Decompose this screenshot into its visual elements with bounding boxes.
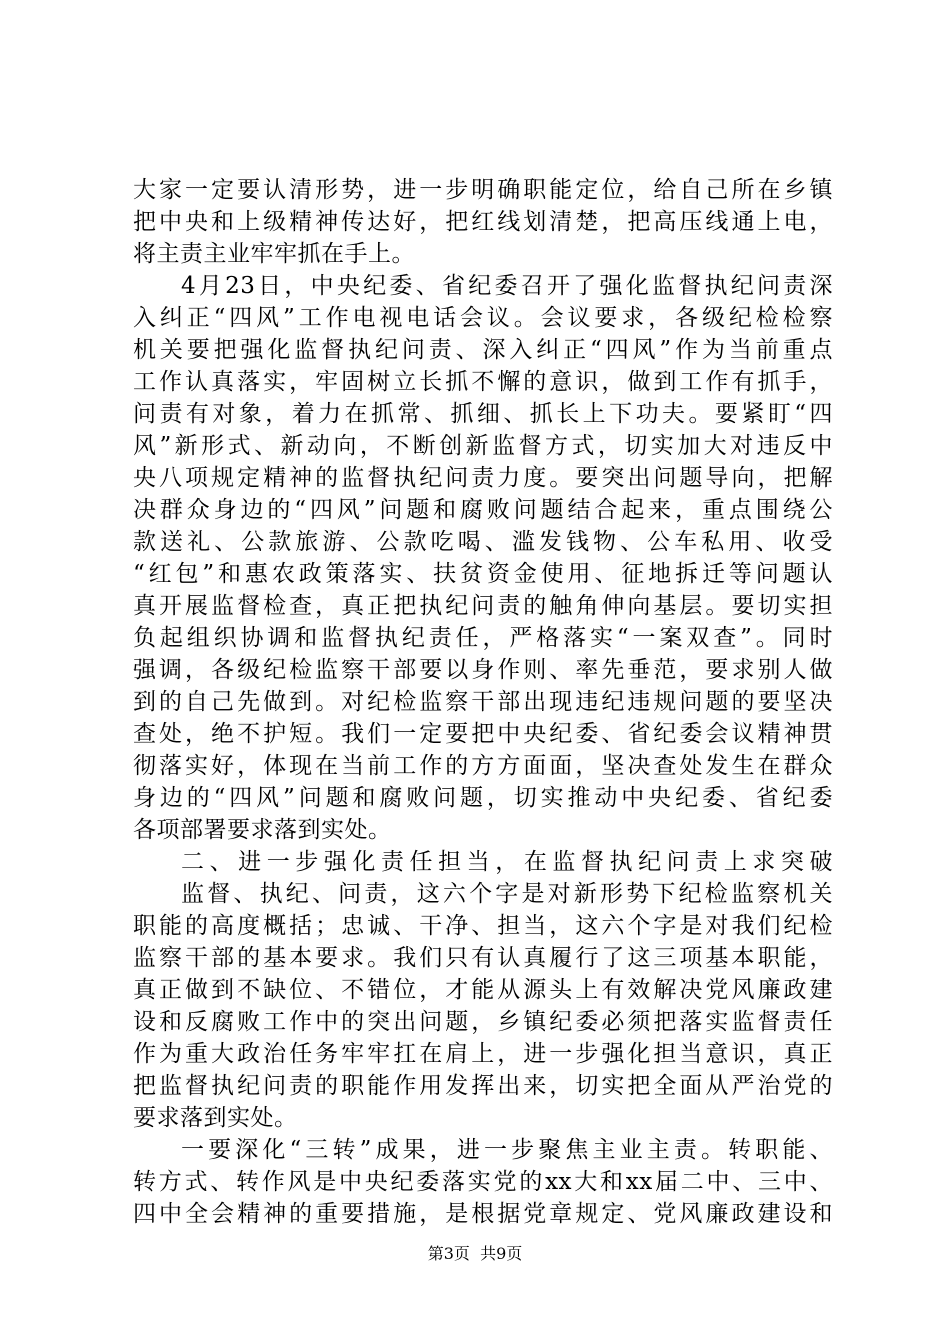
- text-line: 身边的“四风”问题和腐败问题，切实推动中央纪委、省纪委: [133, 785, 833, 811]
- text-line: 把监督执纪问责的职能作用发挥出来，切实把全面从严治党的: [133, 1073, 833, 1099]
- text-line: 将主责主业牢牢抓在手上。: [133, 241, 415, 267]
- text-line: 转方式、转作风是中央纪委落实党的xx大和xx届二中、三中、: [133, 1169, 833, 1195]
- text-line: 工作认真落实，牢固树立长抓不懈的意识，做到工作有抓手，: [133, 369, 833, 395]
- text-line: 真开展监督检查，真正把执纪问责的触角伸向基层。要切实担: [133, 593, 833, 619]
- text-line: 负起组织协调和监督执纪责任，严格落实“一案双查”。同时: [133, 625, 833, 651]
- text-line: 彻落实好，体现在当前工作的方方面面，坚决查处发生在群众: [133, 753, 833, 779]
- text-line: 设和反腐败工作中的突出问题，乡镇纪委必须把落实监督责任: [133, 1009, 833, 1035]
- text-line: 央八项规定精神的监督执纪问责力度。要突出问题导向，把解: [133, 465, 833, 491]
- text-line: 四中全会精神的重要措施，是根据党章规定、党风廉政建设和: [133, 1201, 833, 1227]
- text-line: 决群众身边的“四风”问题和腐败问题结合起来，重点围绕公: [133, 497, 833, 523]
- text-line: 职能的高度概括；忠诚、干净、担当，这六个字是对我们纪检: [133, 913, 833, 939]
- text-line: 机关要把强化监督执纪问责、深入纠正“四风”作为当前重点: [133, 337, 833, 363]
- document-body: [133, 174, 833, 1230]
- text-line: 监督、执纪、问责，这六个字是对新形势下纪检监察机关: [181, 881, 833, 907]
- text-line: 查处，绝不护短。我们一定要把中央纪委、省纪委会议精神贯: [133, 721, 833, 747]
- page-footer: 第3页 共9页: [427, 1244, 523, 1263]
- text-line: “红包”和惠农政策落实、扶贫资金使用、征地拆迁等问题认: [133, 561, 833, 587]
- text-line: 4月23日，中央纪委、省纪委召开了强化监督执纪问责深: [181, 273, 833, 299]
- text-line: 款送礼、公款旅游、公款吃喝、滥发钱物、公车私用、收受: [133, 529, 833, 555]
- text-line: 监察干部的基本要求。我们只有认真履行了这三项基本职能，: [133, 945, 833, 971]
- text-line: 到的自己先做到。对纪检监察干部出现违纪违规问题的要坚决: [133, 689, 833, 715]
- section-heading: 二、进一步强化责任担当，在监督执纪问责上求突破: [181, 849, 833, 875]
- text-line: 真正做到不缺位、不错位，才能从源头上有效解决党风廉政建: [133, 977, 833, 1003]
- text-line: 把中央和上级精神传达好，把红线划清楚，把高压线通上电，: [133, 209, 833, 235]
- text-line: 问责有对象，着力在抓常、抓细、抓长上下功夫。要紧盯“四: [133, 401, 833, 427]
- text-line: 作为重大政治任务牢牢扛在肩上，进一步强化担当意识，真正: [133, 1041, 833, 1067]
- text-line: 一要深化“三转”成果，进一步聚焦主业主责。转职能、: [181, 1137, 833, 1163]
- text-line: 各项部署要求落到实处。: [133, 817, 392, 843]
- text-line: 风”新形式、新动向，不断创新监督方式，切实加大对违反中: [133, 433, 833, 459]
- text-line: 大家一定要认清形势，进一步明确职能定位，给自己所在乡镇: [133, 177, 833, 203]
- text-line: 强调，各级纪检监察干部要以身作则、率先垂范，要求别人做: [133, 657, 833, 683]
- text-line: 入纠正“四风”工作电视电话会议。会议要求，各级纪检检察: [133, 305, 833, 331]
- text-line: 要求落到实处。: [133, 1105, 298, 1131]
